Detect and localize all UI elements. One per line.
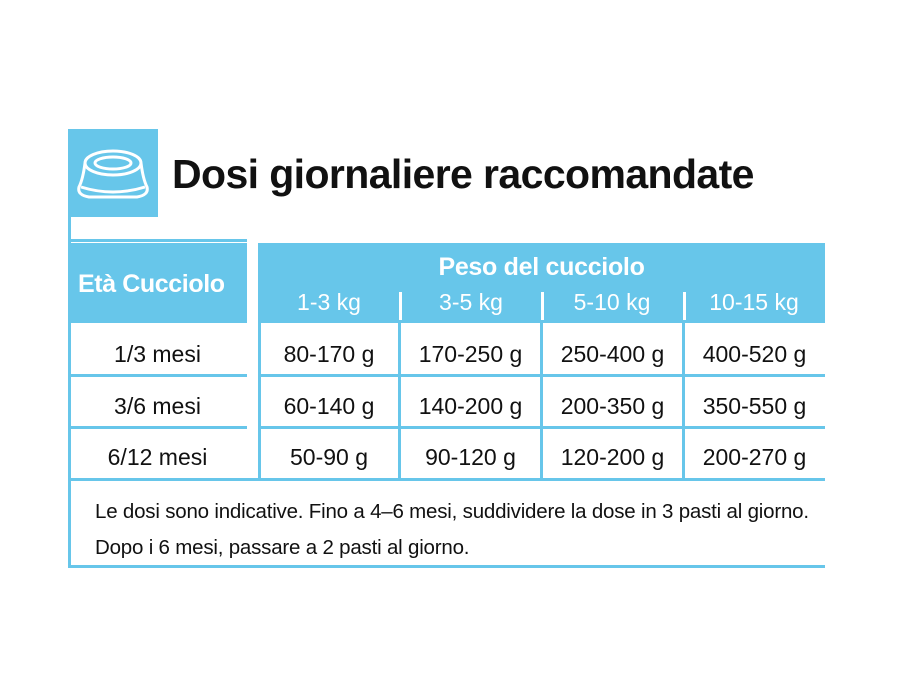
dose-cell: 170-250 g <box>418 341 523 367</box>
dose-cell: 120-200 g <box>560 444 665 470</box>
weight-header-label: Peso del cucciolo <box>438 253 645 281</box>
note-line-2: Dopo i 6 mesi, passare a 2 pasti al giorno. <box>95 536 470 559</box>
weight-range-1: 1-3 kg <box>297 289 361 315</box>
row-divider <box>258 374 825 377</box>
page-title: Dosi giornaliere raccomandate <box>172 151 754 197</box>
weight-range-4: 10-15 kg <box>709 289 799 315</box>
dose-cell: 60-140 g <box>283 393 375 419</box>
row-divider <box>258 426 825 429</box>
dose-cell: 400-520 g <box>702 341 807 367</box>
dose-cell: 140-200 g <box>418 393 523 419</box>
age-cell: 1/3 mesi <box>114 341 201 367</box>
icon-tile <box>68 129 158 217</box>
table-bottom-border <box>68 565 825 568</box>
row-divider <box>68 478 825 481</box>
dosage-note <box>95 494 809 566</box>
weight-range-2: 3-5 kg <box>439 289 503 315</box>
dose-cell: 250-400 g <box>560 341 665 367</box>
dose-cell: 50-90 g <box>289 444 368 470</box>
weight-range-3: 5-10 kg <box>573 289 651 315</box>
age-header-label: Età Cucciolo <box>78 270 225 298</box>
dose-cell: 80-170 g <box>283 341 375 367</box>
row-divider <box>68 374 247 377</box>
note-line-1: Le dosi sono indicative. Fino a 4–6 mesi, suddividere la dose in 3 pasti al giorno. <box>95 500 809 523</box>
age-column-header <box>68 243 247 323</box>
title-divider <box>68 239 247 242</box>
dose-cell: 90-120 g <box>425 444 516 470</box>
dose-cell: 350-550 g <box>702 393 807 419</box>
age-cell: 3/6 mesi <box>114 393 201 419</box>
dose-cell: 200-270 g <box>702 444 807 470</box>
row-divider <box>68 426 247 429</box>
dose-cell: 200-350 g <box>560 393 665 419</box>
weight-column-header <box>258 243 825 323</box>
age-cell: 6/12 mesi <box>107 444 208 470</box>
pet-bowl-icon <box>75 143 151 203</box>
